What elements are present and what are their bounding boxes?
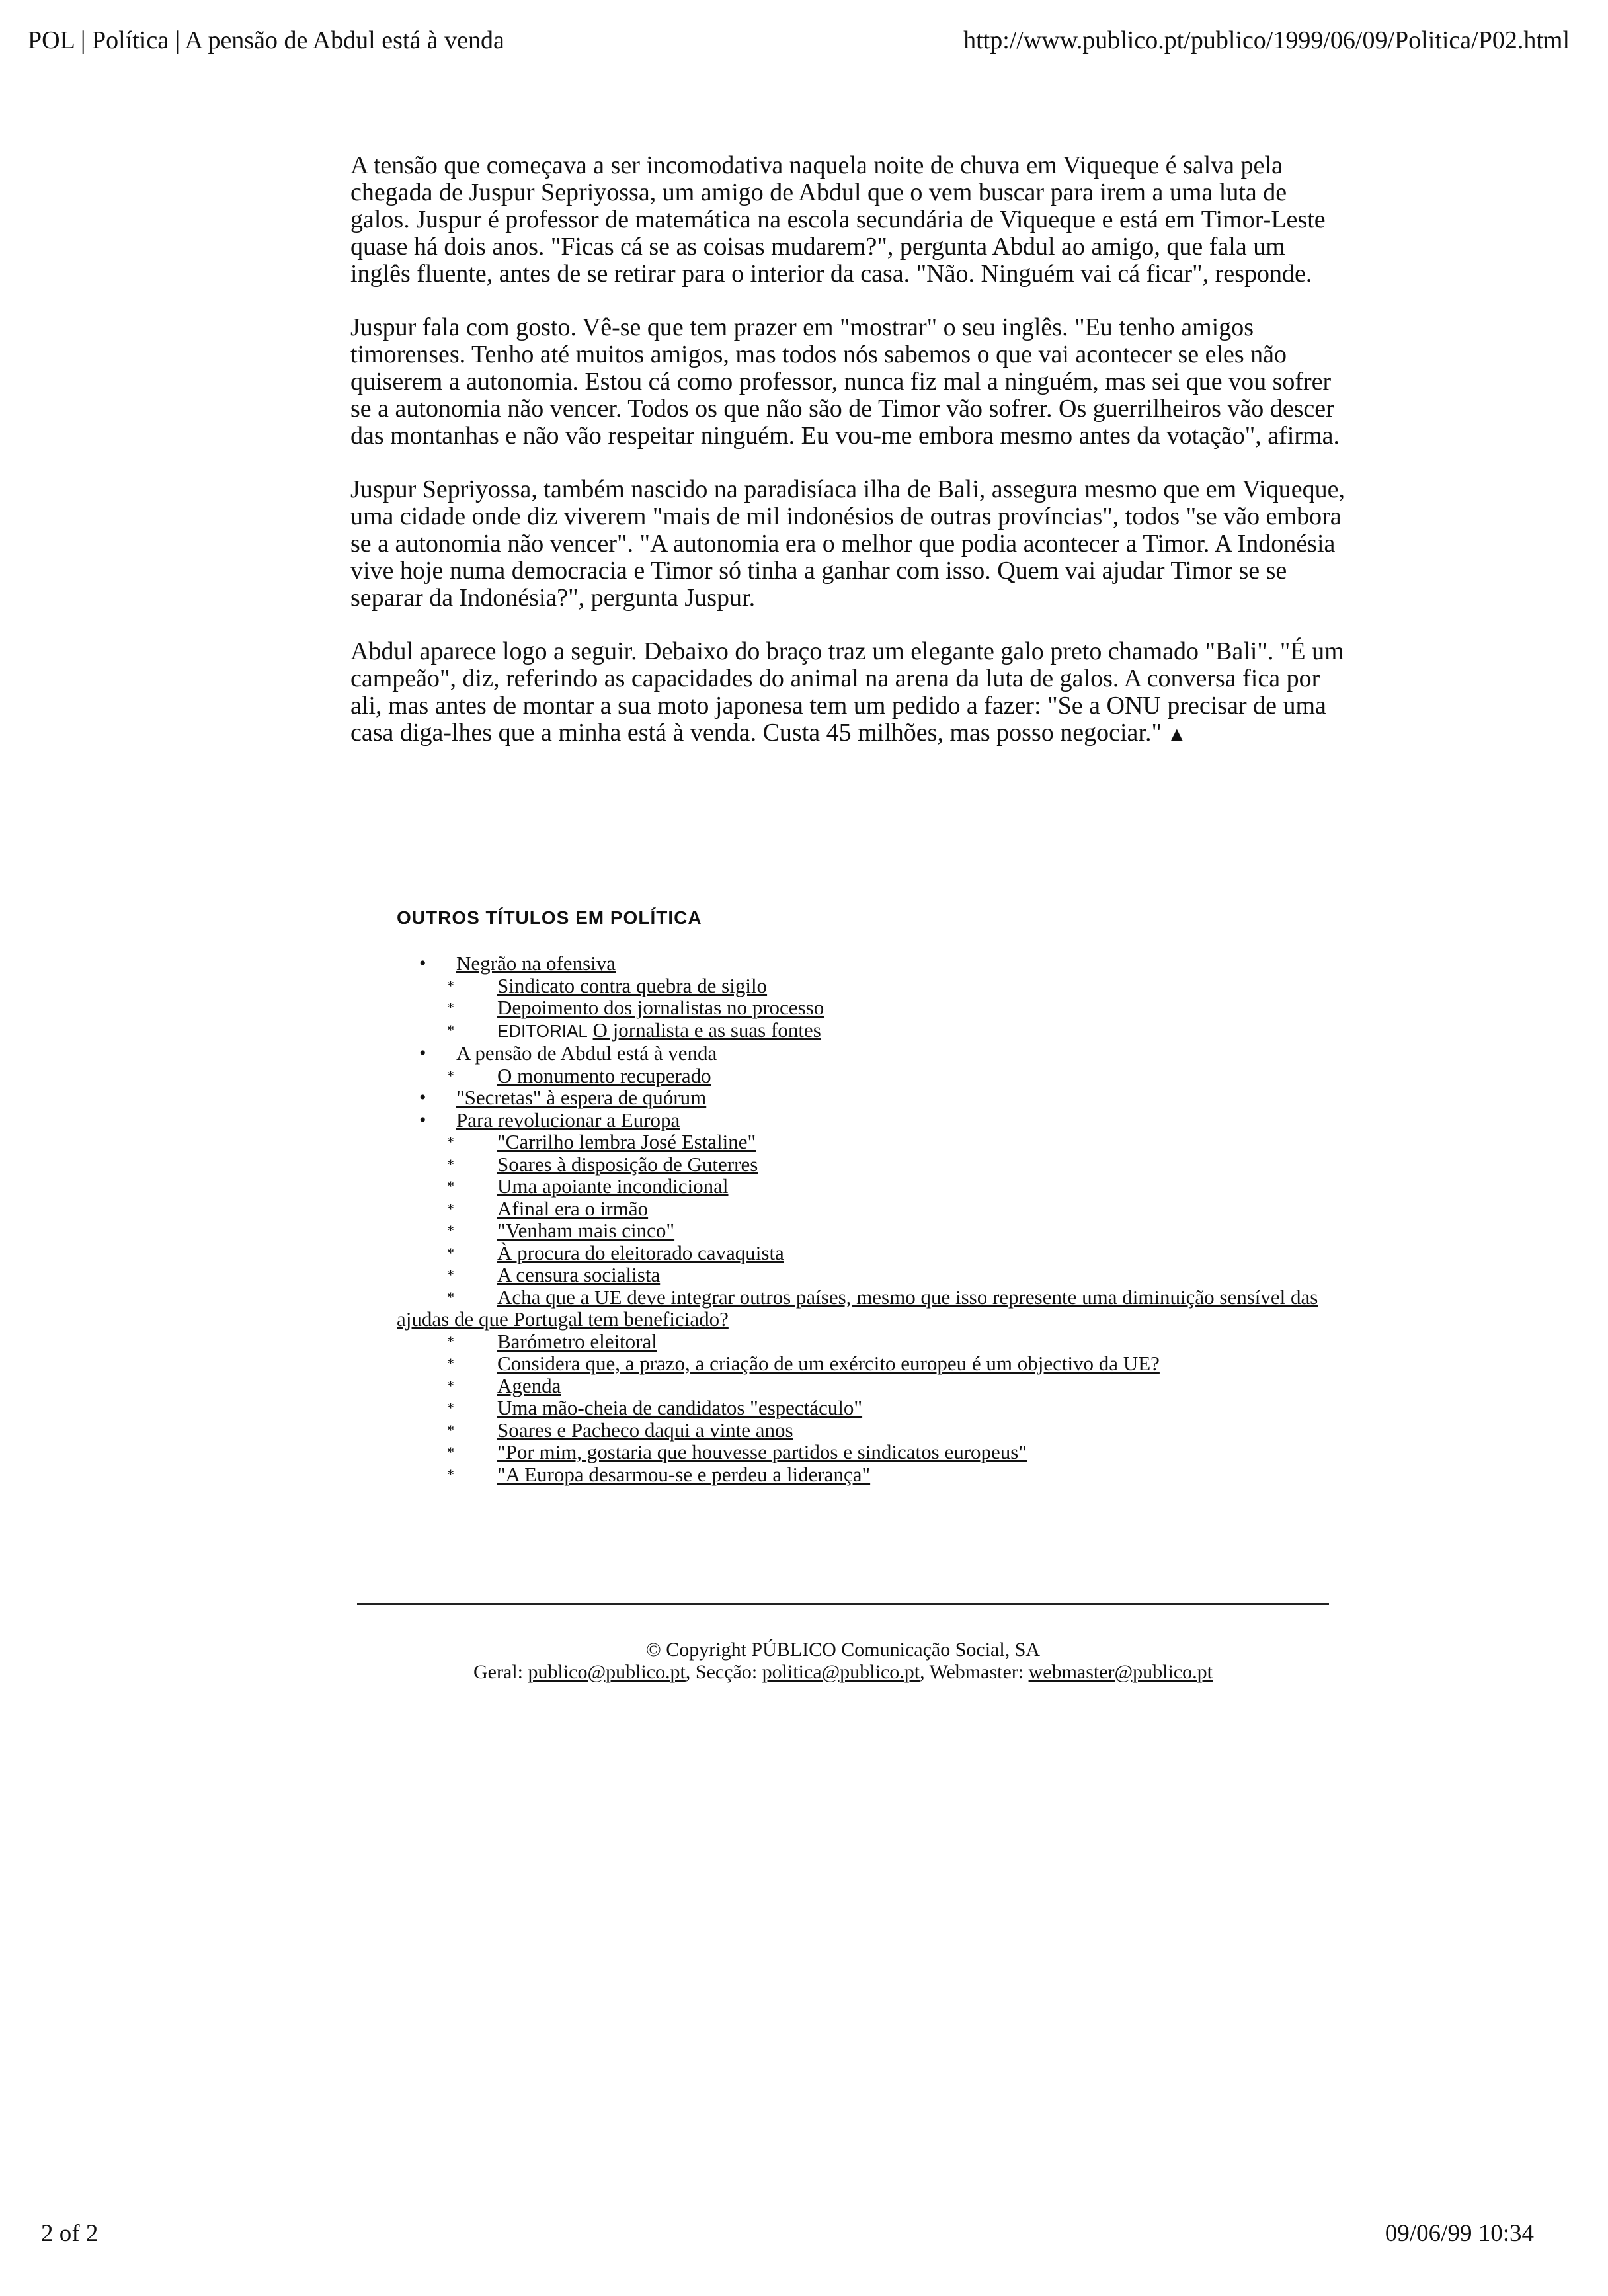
- headline-link[interactable]: Soares à disposição de Guterres: [497, 1152, 758, 1176]
- headline-item[interactable]: [397, 1065, 1322, 1087]
- headline-link[interactable]: Soares e Pacheco daqui a vinte anos: [497, 1418, 793, 1442]
- bullet-icon: *: [447, 1067, 454, 1084]
- article-paragraph-2: Juspur fala com gosto. Vê-se que tem prazer em "mostrar" o seu inglês. "Eu tenho amigos timorenses. Tenho até muitos amigos, mas todos nós sabemos o que vai acontecer se eles não quiserem a autonomia. Estou cá como professor, nunca fiz mal a ninguém, mas sei que vou sofrer se a autonomia não vencer. Todos os que não são de Timor vão sofrer. Os guerrilheiros vão descer das montanhas e não vão respeitar ninguém. Eu vou-me embora mesmo antes da votação", afirma.: [350, 313, 1340, 450]
- headline-item[interactable]: [397, 1019, 1322, 1043]
- headline-link[interactable]: Uma apoiante incondicional: [497, 1174, 729, 1198]
- headline-link[interactable]: Considera que, a prazo, a criação de um exército europeu é um objectivo da UE?: [497, 1352, 1160, 1375]
- bullet-icon: *: [447, 1399, 454, 1416]
- headline-item[interactable]: [397, 1198, 1322, 1220]
- bullet-icon: •: [419, 1042, 426, 1064]
- headline-item[interactable]: [397, 1441, 1322, 1463]
- seccao-label: Secção:: [695, 1661, 758, 1683]
- webmaster-label: Webmaster:: [929, 1661, 1024, 1683]
- headline-link[interactable]: "A Europa desarmou-se e perdeu a liderança": [497, 1462, 871, 1486]
- bullet-icon: •: [419, 952, 426, 974]
- headline-item[interactable]: [397, 1331, 1322, 1353]
- headline-item[interactable]: [397, 1242, 1322, 1264]
- bullet-icon: *: [447, 1133, 454, 1150]
- copyright-block: [357, 1639, 1329, 1684]
- bullet-icon: *: [447, 1155, 454, 1172]
- print-datetime: 09/06/99 10:34: [1385, 2220, 1534, 2247]
- article-paragraph-1: A tensão que começava a ser incomodativa naquela noite de chuva em Viqueque é salva pela chegada de Juspur Sepriyossa, um amigo de Abdul que o vem buscar para irem a uma luta de galos. Juspur é professor de matemática na escola secundária de Viqueque e está em Timor-Leste quase há dois anos. "Ficas cá se as coisas mudarem?", pergunta Abdul ao amigo, que fala um inglês fluente, antes de se retirar para o interior da casa. "Não. Ninguém vai cá ficar", responde.: [350, 151, 1326, 288]
- bullet-icon: *: [447, 1444, 454, 1460]
- headline-current: A pensão de Abdul está à venda: [456, 1042, 717, 1065]
- headline-item[interactable]: [397, 975, 1322, 997]
- article-paragraph-3: Juspur Sepriyossa, também nascido na paradisíaca ilha de Bali, assegura mesmo que em Viqueque, uma cidade onde diz viverem "mais de mil indonésios de outras províncias", todos "se vão embora se a autonomia não vencer". "A autonomia era o melhor que podia acontecer a Timor. A Indonésia vive hoje numa democracia e Timor só tinha a ganhar com isso. Quem vai ajudar Timor se se separar da Indonésia?", pergunta Juspur.: [350, 475, 1345, 612]
- headline-link[interactable]: "Venham mais cinco": [497, 1219, 675, 1242]
- bullet-icon: •: [419, 1108, 426, 1131]
- headline-item[interactable]: [397, 1352, 1322, 1375]
- geral-email-link[interactable]: publico@publico.pt: [528, 1661, 686, 1683]
- bullet-icon: *: [447, 977, 454, 994]
- headline-link[interactable]: "Por mim, gostaria que houvesse partidos e sindicatos europeus": [497, 1440, 1027, 1463]
- headline-prefix: EDITORIAL: [497, 1020, 588, 1041]
- bullet-icon: *: [447, 1244, 454, 1261]
- headline-link[interactable]: Uma mão-cheia de candidatos "espectáculo": [497, 1396, 863, 1419]
- bullet-icon: *: [447, 1222, 454, 1239]
- headline-link[interactable]: Sindicato contra quebra de sigilo: [497, 973, 768, 997]
- bullet-icon: *: [447, 1266, 454, 1283]
- headline-item[interactable]: [397, 1219, 1322, 1242]
- headline-link[interactable]: O monumento recuperado: [497, 1063, 711, 1087]
- headline-link[interactable]: Acha que a UE deve integrar outros países, mesmo que isso represente uma diminuição sensível das ajudas de que Portugal tem beneficiado?: [397, 1285, 1318, 1331]
- copyright-line: © Copyright PÚBLICO Comunicação Social, SA: [645, 1639, 1041, 1660]
- headline-link[interactable]: A censura socialista: [497, 1263, 661, 1286]
- headline-item[interactable]: [397, 1419, 1322, 1442]
- headline-link[interactable]: Negrão na ofensiva: [456, 952, 616, 975]
- headline-item[interactable]: [397, 1397, 1322, 1419]
- headline-link[interactable]: Afinal era o irmão: [497, 1196, 649, 1220]
- bullet-icon: *: [447, 1465, 454, 1483]
- end-of-article-icon: ▲: [1166, 723, 1187, 745]
- bullet-icon: *: [447, 1377, 454, 1394]
- headline-link[interactable]: Para revolucionar a Europa: [456, 1108, 680, 1131]
- footer-divider: [357, 1603, 1329, 1605]
- headline-item[interactable]: [397, 1286, 1322, 1331]
- bullet-icon: *: [447, 1021, 454, 1038]
- print-header-title: POL | Política | A pensão de Abdul está à venda: [28, 26, 504, 54]
- headline-item[interactable]: [397, 952, 1322, 975]
- print-header-url: http://www.publico.pt/publico/1999/06/09/Politica/P02.html: [963, 26, 1570, 54]
- bullet-icon: *: [447, 1332, 454, 1350]
- headline-link[interactable]: Agenda: [497, 1374, 561, 1397]
- headline-item: [397, 1042, 1322, 1065]
- headline-link[interactable]: "Carrilho lembra José Estaline": [497, 1130, 756, 1153]
- headline-link[interactable]: À procura do eleitorado cavaquista: [497, 1241, 784, 1264]
- other-titles-heading: OUTROS TÍTULOS EM POLÍTICA: [397, 907, 702, 928]
- other-titles-list: [397, 952, 1322, 1485]
- geral-label: Geral:: [473, 1661, 523, 1683]
- bullet-icon: *: [447, 1421, 454, 1438]
- bullet-icon: *: [447, 1178, 454, 1194]
- article-paragraph-4: [350, 638, 1349, 748]
- print-page-number: 2 of 2: [41, 2220, 99, 2247]
- bullet-icon: *: [447, 1288, 454, 1305]
- headline-link[interactable]: "Secretas" à espera de quórum: [456, 1086, 707, 1109]
- headline-link[interactable]: Depoimento dos jornalistas no processo: [497, 996, 824, 1019]
- headline-item[interactable]: [397, 1131, 1322, 1153]
- headline-link[interactable]: Barómetro eleitoral: [497, 1329, 657, 1353]
- headline-item[interactable]: [397, 1153, 1322, 1176]
- headline-item[interactable]: [397, 1375, 1322, 1397]
- headline-item[interactable]: [397, 1109, 1322, 1131]
- bullet-icon: *: [447, 1355, 454, 1372]
- article-body: [350, 152, 1349, 774]
- bullet-icon: *: [447, 1200, 454, 1217]
- bullet-icon: •: [419, 1086, 426, 1108]
- headline-item[interactable]: [397, 1463, 1322, 1486]
- article-paragraph-4-text: Abdul aparece logo a seguir. Debaixo do braço traz um elegante galo preto chamado "Bali". "É um campeão", diz, referindo as capacidades do animal na arena da luta de galos. A conversa fica por ali, mas antes de montar a sua moto japonesa tem um pedido a fazer: "Se a ONU precisar de uma casa diga-lhes que a minha está à venda. Custa 45 milhões, mas posso negociar.": [350, 637, 1344, 747]
- headline-link[interactable]: O jornalista e as suas fontes: [592, 1018, 821, 1042]
- headline-item[interactable]: [397, 1264, 1322, 1286]
- bullet-icon: *: [447, 999, 454, 1016]
- seccao-email-link[interactable]: politica@publico.pt: [762, 1661, 920, 1683]
- headline-item[interactable]: [397, 1086, 1322, 1109]
- contact-line: Geral: publico@publico.pt, Secção: politica@publico.pt, Webmaster: webmaster@publico.pt: [473, 1661, 1213, 1683]
- headline-item[interactable]: [397, 997, 1322, 1019]
- headline-item[interactable]: [397, 1175, 1322, 1198]
- webmaster-email-link[interactable]: webmaster@publico.pt: [1028, 1661, 1213, 1683]
